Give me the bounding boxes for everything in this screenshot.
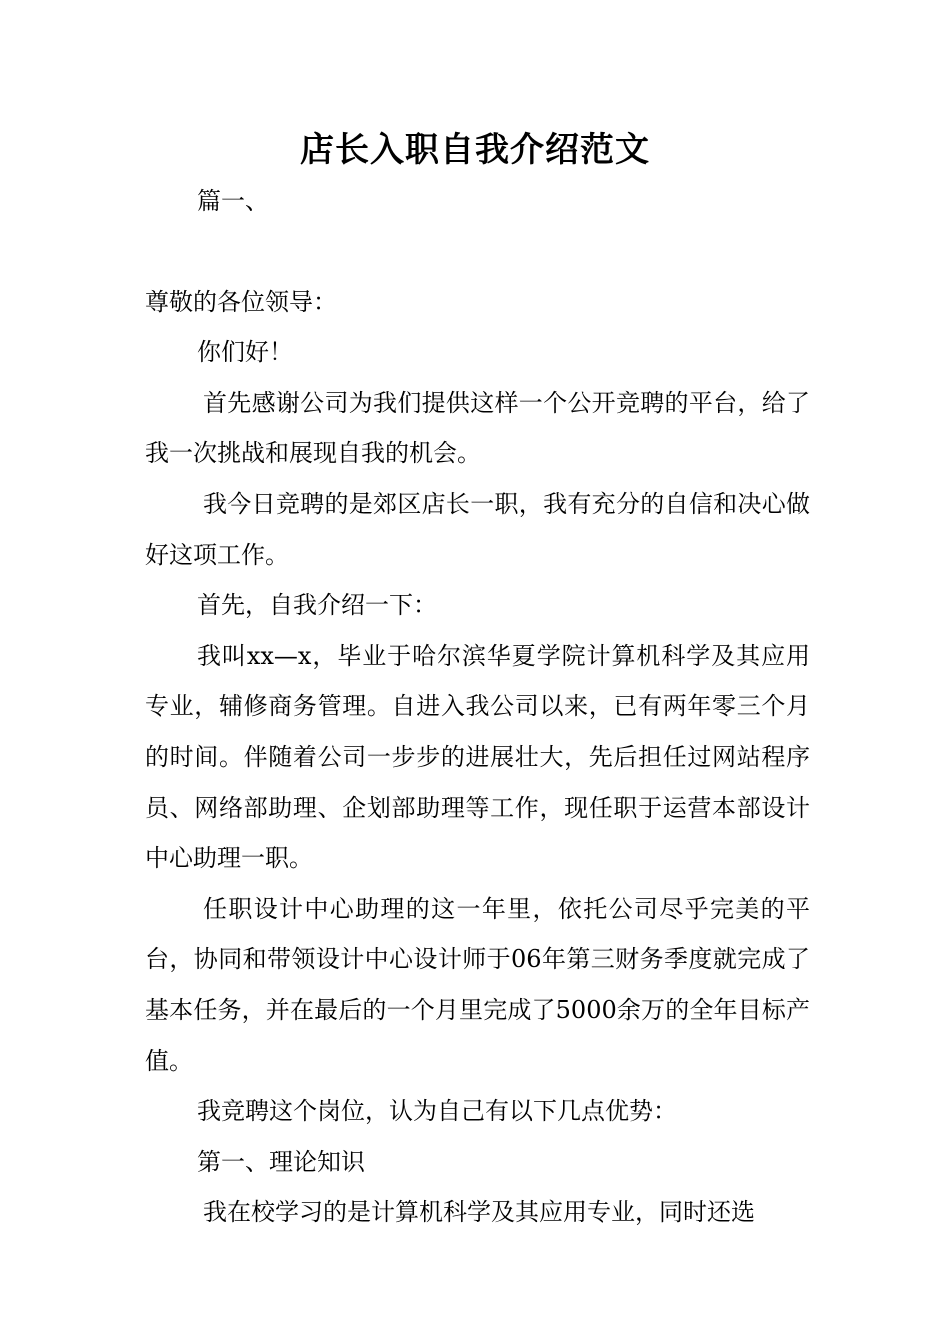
paragraph-position: 我今日竞聘的是郊区店长一职，我有充分的自信和决心做好这项工作。 bbox=[145, 489, 810, 569]
paragraph-achievements: 任职设计中心助理的这一年里，依托公司尽乎完美的平台，协同和带领设计中心设计师于06年第三财务季度就完成了基本任务，并在最后的一个月里完成了5000余万的全年目标产值。 bbox=[145, 894, 810, 1075]
paragraph-thanks: 首先感谢公司为我们提供这样一个公开竞聘的平台，给了我一次挑战和展现自我的机会。 bbox=[145, 388, 810, 468]
blank-line bbox=[145, 227, 810, 277]
greeting: 你们好！ bbox=[197, 338, 293, 367]
paragraph-self-intro: 我叫xx—x，毕业于哈尔滨华夏学院计算机科学及其应用专业，辅修商务管理。自进入我公司以来，已有两年零三个月的时间。伴随着公司一步步的进展壮大，先后担任过网站程序员、网络部助理、企划部助理等工作，现任职于运营本部设计中心助理一职。 bbox=[145, 641, 810, 873]
paragraph-intro-lead: 首先，自我介绍一下： bbox=[197, 591, 437, 620]
document-body bbox=[145, 176, 810, 1238]
section-label: 篇一、 bbox=[197, 187, 269, 215]
salutation: 尊敬的各位领导： bbox=[145, 287, 337, 316]
heading-theory-knowledge: 第一、理论知识 bbox=[197, 1147, 365, 1176]
document-title: 店长入职自我介绍范文 bbox=[300, 130, 650, 170]
paragraph-advantages-lead: 我竞聘这个岗位，认为自己有以下几点优势： bbox=[197, 1097, 677, 1126]
paragraph-study: 我在校学习的是计算机科学及其应用专业，同时还选 bbox=[203, 1198, 755, 1227]
